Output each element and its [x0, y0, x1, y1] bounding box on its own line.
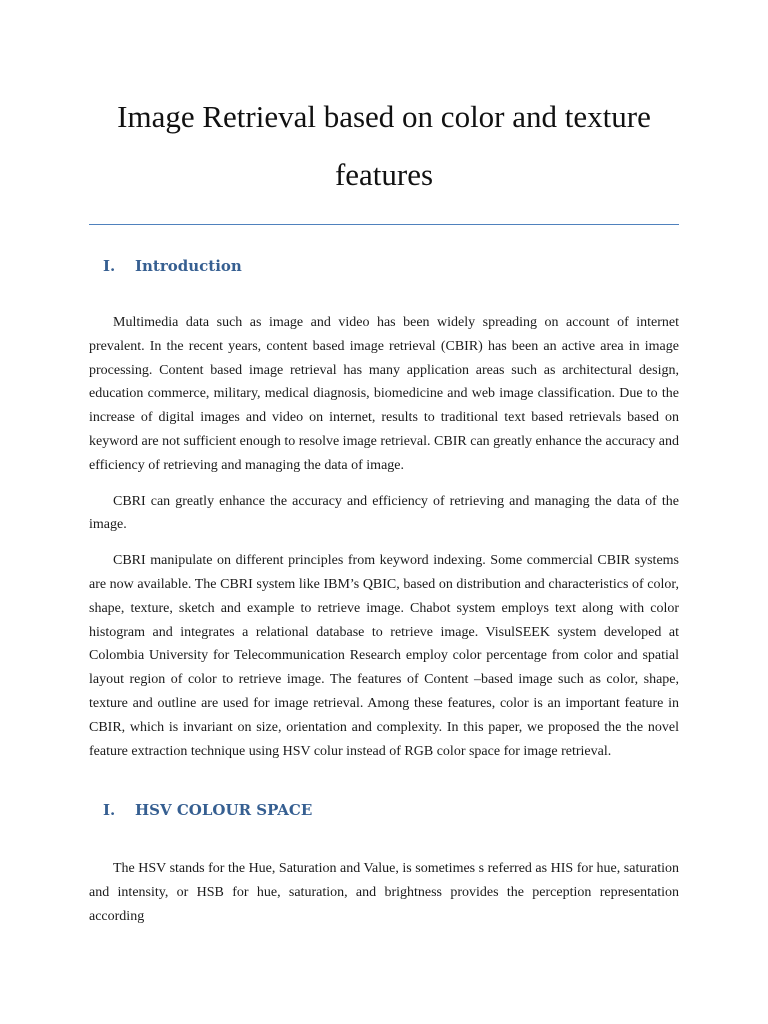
title-divider: [89, 224, 679, 225]
paragraph: Multimedia data such as image and video has been widely spreading on account of internet prevalent. In the recent years, content based image retrieval (CBIR) has been an active area in image processing. Content based image retrieval has many application areas such as architectural design, education commerce, military, medical diagnosis, biomedicine and web image classification. Due to the increase of digital images and video on internet, results to traditional text based retrievals based on keyword are not sufficient enough to resolve image retrieval. CBIR can greatly enhance the accuracy and efficiency of retrieving and managing the data of image.: [89, 315, 679, 473]
document-title: Image Retrieval based on color and texture features: [117, 99, 651, 192]
section-number: I.: [103, 801, 116, 820]
paragraph: CBRI manipulate on different principles from keyword indexing. Some commercial CBIR systems are now available. The CBRI system like IBM’s QBIC, based on distribution and characteristics of color, shape, texture, sketch and example to retrieve image. Chabot system employs text along with color histogram and integrates a relational database to retrieve image. VisulSEEK system developed at Colombia University for Telecommunication Research employ color percentage from color and spatial layout region of color to retrieve image. The features of Content –based image such as color, shape, texture and outline are used for image retrieval. Among these features, color is an important feature in CBIR, which is invariant on size, orientation and complexity. In this paper, we proposed the the novel feature extraction technique using HSV colur instead of RGB color space for image retrieval.: [89, 553, 679, 759]
paragraph: CBRI can greatly enhance the accuracy and efficiency of retrieving and managing the data of the image.: [89, 493, 679, 533]
section-number: I.: [103, 257, 116, 275]
section-heading-introduction: [89, 255, 679, 277]
paragraph: The HSV stands for the Hue, Saturation and Value, is sometimes s referred as HIS for hue, saturation and intensity, or HSB for hue, saturation, and brightness provides the perception representation according: [89, 861, 679, 924]
section-title: HSV COLOUR SPACE: [135, 801, 313, 820]
section-title: Introduction: [135, 257, 242, 275]
document-page: [89, 0, 679, 929]
section-heading-hsv-colour-space: [89, 799, 679, 821]
